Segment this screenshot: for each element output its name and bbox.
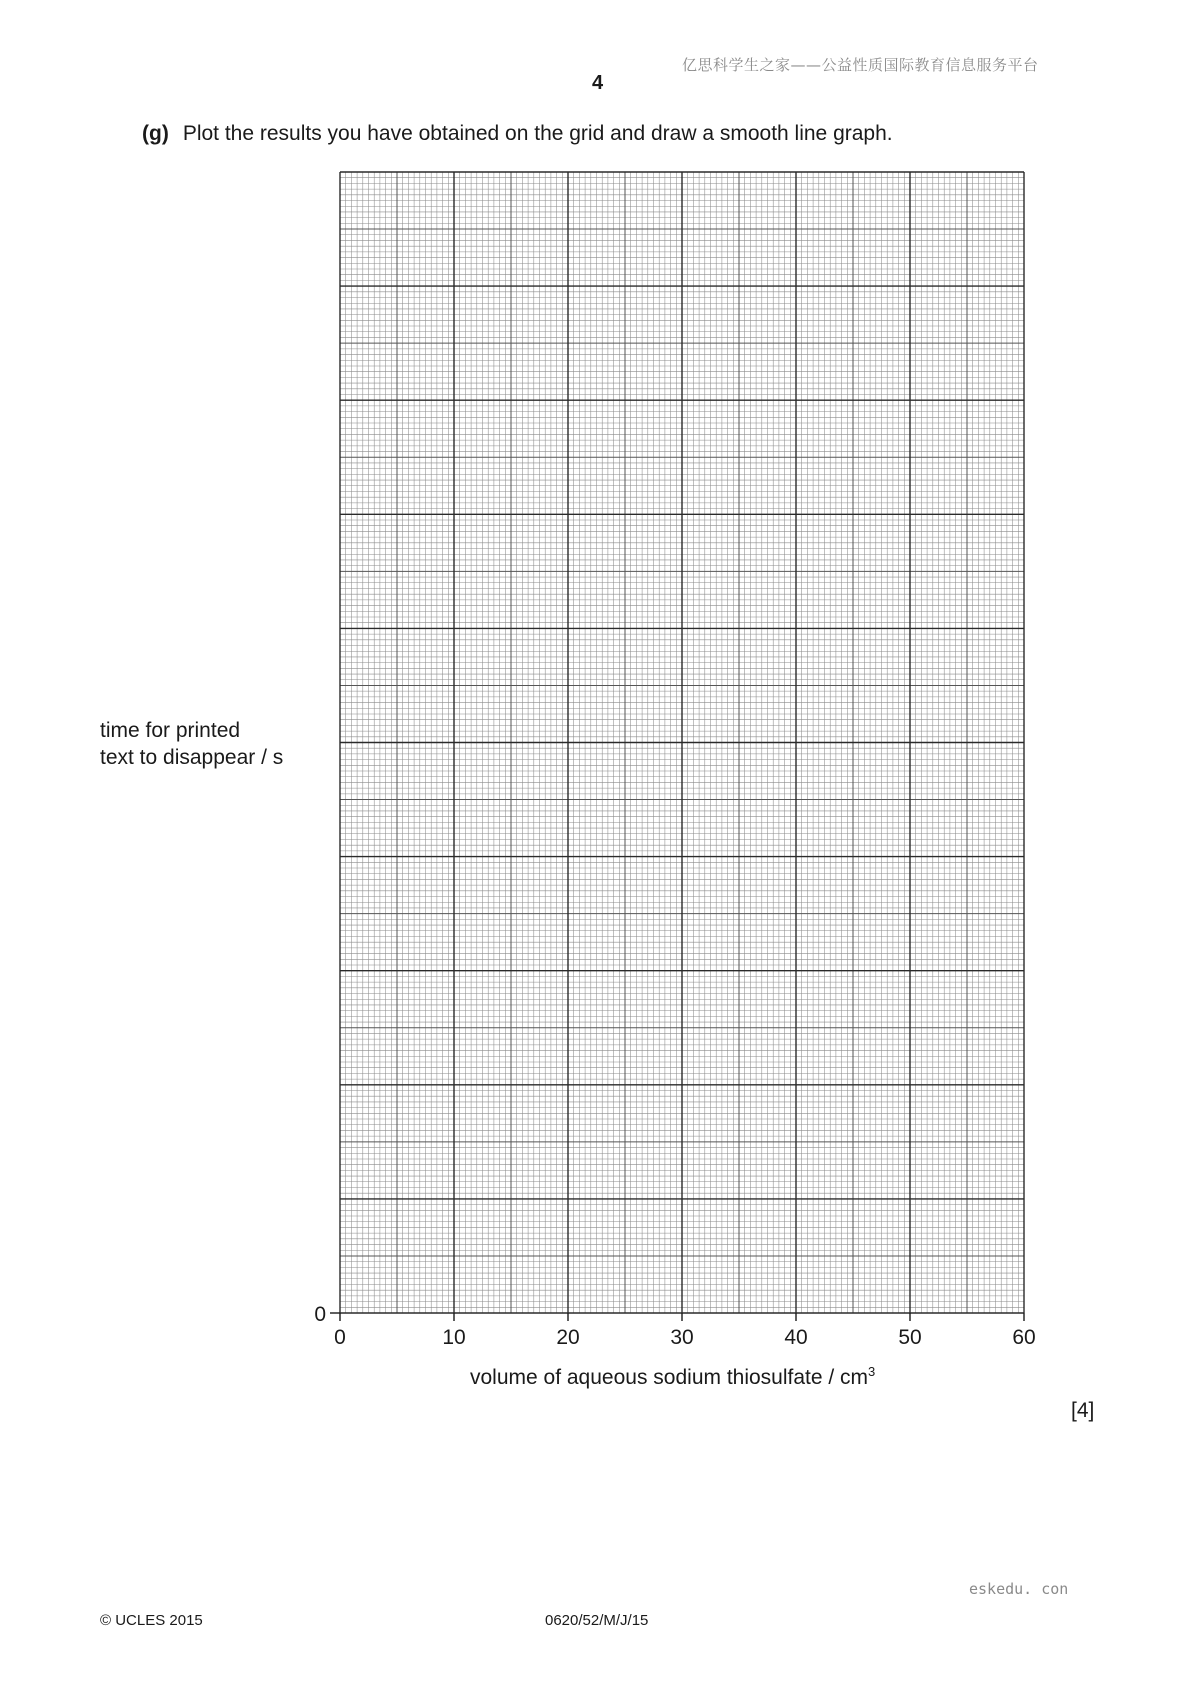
x-axis-label-text: volume of aqueous sodium thiosulfate / cm: [470, 1366, 869, 1389]
footer-copyright: © UCLES 2015: [100, 1612, 203, 1629]
y-tick-label: 0: [314, 1303, 326, 1326]
question-part-label: (g): [142, 122, 169, 145]
y-axis-label-line1: time for printed: [100, 719, 241, 742]
x-tick-label: 60: [1012, 1326, 1036, 1349]
axis-ticks: [330, 1313, 1024, 1321]
x-tick-label: 20: [556, 1326, 580, 1349]
x-tick-label: 30: [670, 1326, 694, 1349]
x-tick-label: 10: [442, 1326, 466, 1349]
x-axis-label-superscript: 3: [868, 1364, 876, 1379]
x-tick-label: 0: [334, 1326, 346, 1349]
axis-tick-labels: [314, 1303, 1035, 1349]
page-number: 4: [592, 72, 604, 94]
marks-allocation: [4]: [1071, 1399, 1095, 1422]
y-axis-label-line2: text to disappear / s: [100, 746, 284, 769]
footer-paper-code: 0620/52/M/J/15: [545, 1612, 649, 1629]
x-tick-label: 40: [784, 1326, 808, 1349]
x-axis-label: [470, 1364, 875, 1390]
question-body: Plot the results you have obtained on the grid and draw a smooth line graph.: [182, 122, 893, 145]
x-tick-label: 50: [898, 1326, 922, 1349]
header-watermark: 亿思科学生之家——公益性质国际教育信息服务平台: [682, 56, 1039, 74]
footer-watermark: eskedu. con: [969, 1580, 1069, 1598]
